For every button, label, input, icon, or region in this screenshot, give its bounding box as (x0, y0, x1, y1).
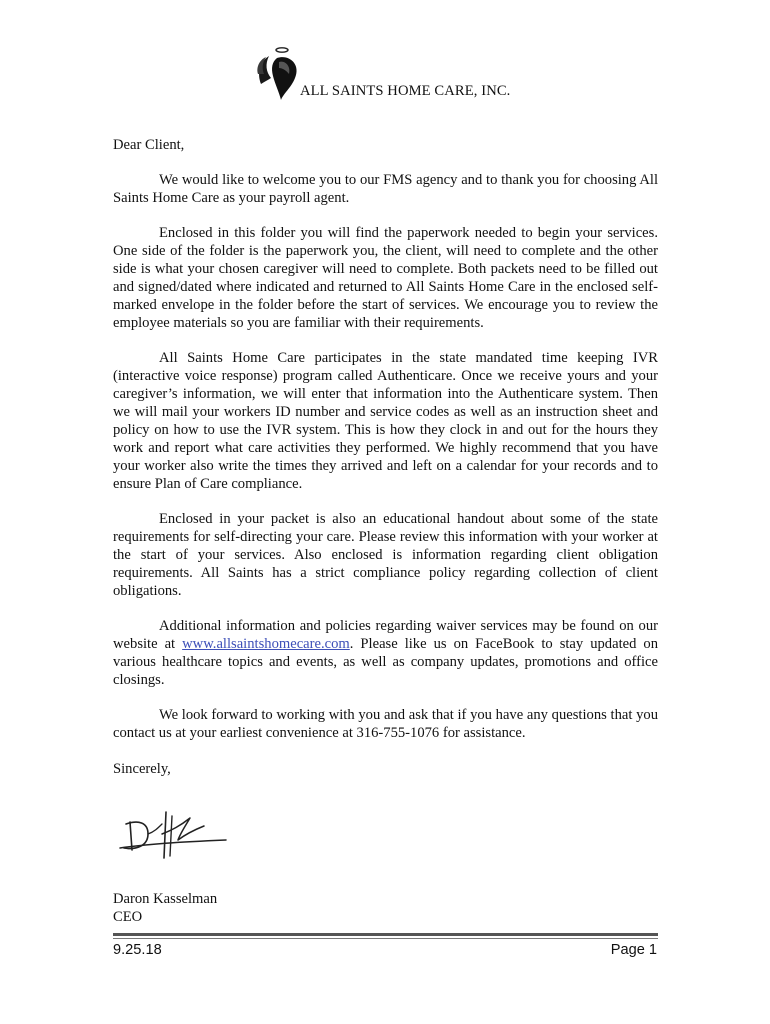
website-text-before: Additional information and policies regarding waiver services may be found on our website at (113, 618, 658, 652)
angel-wings-logo-icon (255, 44, 303, 100)
paragraph-welcome: We would like to welcome you to our FMS agency and to thank you for choosing All Saints Home Care as your payroll agent. (113, 172, 658, 206)
paragraph-contact: We look forward to working with you and ask that if you have any questions that you contact us at your earliest convenience at 316-755-1076 for assistance. (113, 707, 658, 741)
footer-date: 9.25.18 (113, 942, 162, 958)
paragraph-paperwork: Enclosed in this folder you will find the paperwork needed to begin your services. One side of the folder is the paperwork you, the client, will need to complete and the other side is what your chosen caregiver will need to complete. Both packets need to be filled out and signed/dated where indicated and returned to All Saints Home Care in the enclosed self-marked envelope in the folder before the start of services. We encourage you to review the employee materials so you are familiar with their requirements. (113, 225, 658, 331)
signer-name: Daron Kasselman (113, 891, 218, 907)
paragraph-ivr: All Saints Home Care participates in the state mandated time keeping IVR (interactive voice response) program called Authenticare. Once we receive yours and your caregiver’s information, we will enter that information into the Authenticare system. Then we will mail your workers ID number and service codes as well as an instruction sheet and policy on how to use the IVR system. This is how they clock in and out for the hours they work and report what care activities they performed. We highly recommend that you have your worker also write the times they arrived and left on a calendar for your records and to ensure Plan of Care compliance. (113, 350, 658, 492)
website-link[interactable]: www.allsaintshomecare.com (182, 636, 350, 652)
website-text-after: . Please like us on FaceBook to stay updated on various healthcare topics and events, as well as company updates, promotions and office closings. (113, 636, 658, 688)
paragraph-website (113, 617, 658, 689)
company-name: ALL SAINTS HOME CARE, INC. (300, 83, 511, 99)
salutation: Dear Client, (113, 137, 185, 153)
closing: Sincerely, (113, 761, 171, 777)
paragraph-handout: Enclosed in your packet is also an educational handout about some of the state requirements for self-directing your care. Please review this information with your worker at the start of your services. Also enclosed is information regarding client obligation requirements. All Saints has a strict compliance policy regarding collection of client obligations. (113, 511, 658, 599)
letter-body (113, 136, 658, 759)
footer-rule-thin (113, 938, 658, 939)
footer-rule (113, 933, 658, 936)
footer-page-number: Page 1 (610, 942, 657, 958)
signer-block (113, 890, 217, 926)
signature-icon (118, 806, 230, 864)
signer-title: CEO (113, 909, 143, 925)
